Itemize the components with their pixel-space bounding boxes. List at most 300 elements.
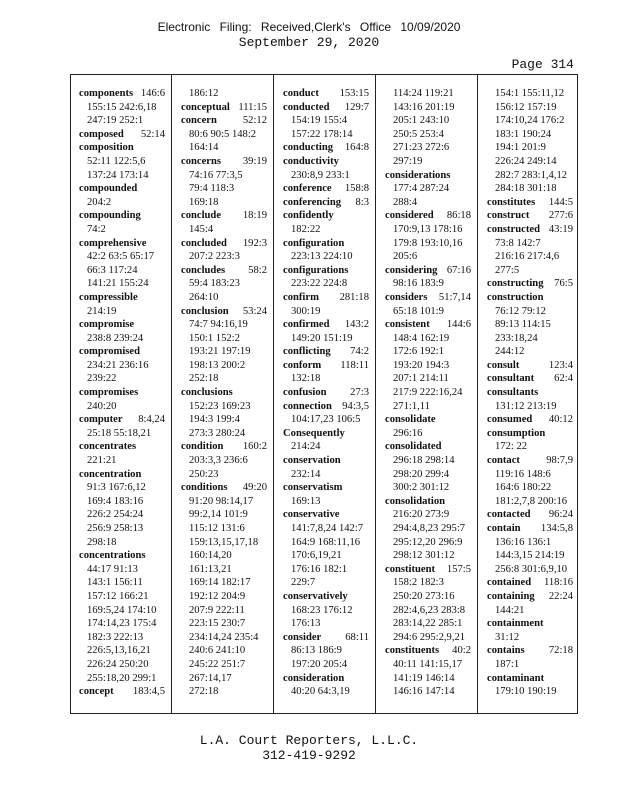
- index-term-word: contact: [487, 455, 520, 467]
- index-page-refs: 159:13,15,17,18: [189, 536, 259, 548]
- index-page-refs: 203:3,3 236:6: [189, 455, 248, 467]
- index-page-refs: 172:6 192:1: [393, 346, 444, 358]
- index-term-word: confirmed: [283, 319, 330, 331]
- index-term: [79, 291, 165, 305]
- index-term-word: concludes: [181, 264, 226, 276]
- index-page-refs: 240:20: [87, 400, 117, 412]
- index-term-word: Consequently: [283, 427, 345, 439]
- index-term-word: condition: [181, 441, 224, 453]
- index-term: [283, 318, 369, 332]
- index-page-refs: 223:15 230:7: [189, 618, 246, 630]
- index-term: [487, 413, 573, 427]
- index-term: [487, 223, 573, 237]
- index-term-word: conceptual: [181, 101, 230, 113]
- index-term-first-ref: 39:19: [242, 155, 267, 167]
- index-page-refs: 221:21: [87, 455, 117, 467]
- index-page-refs: 137:24 173:14: [87, 169, 149, 181]
- index-term: [283, 481, 369, 495]
- index-term-first-ref: 8:4,24: [138, 414, 165, 426]
- index-term: [385, 209, 471, 223]
- index-column-3: [283, 87, 369, 699]
- index-term-first-ref: 164:8: [344, 142, 369, 154]
- index-term-first-ref: 143:2: [344, 319, 369, 331]
- index-term-word: considerations: [385, 169, 451, 181]
- index-term: [79, 345, 165, 359]
- index-term-word: composition: [79, 142, 134, 154]
- index-term-first-ref: 153:15: [339, 88, 369, 99]
- index-term: [385, 169, 471, 183]
- index-term-first-ref: 52:12: [242, 115, 267, 127]
- index-term-word: compromise: [79, 319, 135, 331]
- index-term-word: consultants: [487, 387, 539, 399]
- index-term: [487, 196, 573, 210]
- index-page-refs: 146:16 147:14: [393, 686, 455, 698]
- index-term-first-ref: 22:24: [548, 590, 573, 602]
- index-term: [181, 155, 267, 169]
- index-page-refs: 174:14,23 175:4: [87, 618, 157, 630]
- index-page-refs: 205:1 243:10: [393, 115, 450, 127]
- index-page-refs: 59:4 183:23: [189, 278, 240, 290]
- index-term: [181, 237, 267, 251]
- index-term: [181, 481, 267, 495]
- index-term-word: computer: [79, 414, 123, 426]
- index-term-word: compromises: [79, 387, 139, 399]
- index-page-refs: 89:13 114:15: [495, 319, 551, 331]
- index-term-word: comprehensive: [79, 237, 147, 249]
- index-page-refs: 154:19 155:4: [291, 115, 348, 127]
- index-page-refs: 149:20 151:19: [291, 332, 353, 344]
- index-term: [385, 563, 471, 577]
- index-term-first-ref: 68:11: [345, 631, 369, 643]
- index-term-first-ref: 183:4,5: [132, 686, 165, 698]
- index-term: [283, 182, 369, 196]
- index-term-word: conservatively: [283, 590, 348, 602]
- index-page-refs: 230:8,9 233:1: [291, 169, 350, 181]
- index-term: [283, 672, 369, 686]
- index-page-refs: 154:1 155:11,12: [495, 88, 565, 99]
- index-page-refs: 284:18 301:18: [495, 183, 557, 195]
- index-page-refs: 170:6,19,21: [291, 550, 342, 562]
- index-term-word: conditions: [181, 482, 228, 494]
- index-term-word: conduct: [283, 88, 319, 99]
- index-term-word: concluded: [181, 237, 227, 249]
- index-term: [487, 359, 573, 373]
- index-term-first-ref: 160:2: [242, 441, 267, 453]
- index-term: [79, 468, 165, 482]
- index-page-refs: 160:14,20: [189, 550, 232, 562]
- index-page-refs: 214:19: [87, 305, 117, 317]
- index-term-first-ref: 86:18: [446, 210, 471, 222]
- index-page-refs: 150:1 152:2: [189, 332, 240, 344]
- index-page-refs: 300:19: [291, 305, 321, 317]
- index-page-refs: 132:18: [291, 373, 321, 385]
- index-term: [385, 644, 471, 658]
- index-page-refs: 234:14,24 235:4: [189, 631, 259, 643]
- index-term: [79, 182, 165, 196]
- index-term: [283, 359, 369, 373]
- index-page-refs: 282:4,6,23 283:8: [393, 604, 466, 616]
- index-term-word: consider: [283, 631, 322, 643]
- index-term: [283, 291, 369, 305]
- index-page-refs: 172: 22: [495, 441, 528, 453]
- page-number: Page 314: [511, 57, 574, 72]
- index-page-refs: 204:2: [87, 196, 112, 208]
- index-page-refs: 164:14: [189, 142, 219, 154]
- index-term: [79, 141, 165, 155]
- index-term: [385, 440, 471, 454]
- index-term: [181, 209, 267, 223]
- index-term-word: constitutes: [487, 196, 536, 208]
- index-page-refs: 296:16: [393, 427, 423, 439]
- index-term-first-ref: 157:5: [446, 563, 471, 575]
- index-page-refs: 294:6 295:2,9,21: [393, 631, 466, 643]
- reporter-company: L.A. Court Reporters, L.L.C.: [199, 733, 419, 748]
- index-page-refs: 52:11 122:5,6: [87, 155, 146, 167]
- index-page-refs: 226:2 254:24: [87, 509, 144, 521]
- index-term-word: consistent: [385, 319, 430, 331]
- index-page-refs: 157:12 166:21: [87, 590, 149, 602]
- index-page-refs: 198:13 200:2: [189, 359, 246, 371]
- index-page-refs: 91:3 167:6,12: [87, 482, 146, 494]
- index-term-first-ref: 40:2: [452, 645, 471, 657]
- index-term-word: conservation: [283, 455, 341, 467]
- index-term: [487, 277, 573, 291]
- index-page-refs: 283:14,22 285:1: [393, 618, 463, 630]
- index-column-2: [181, 87, 267, 699]
- index-term: [487, 386, 573, 400]
- index-term: [79, 549, 165, 563]
- index-page-refs: 169:5,24 174:10: [87, 604, 157, 616]
- index-page-refs: 169:18: [189, 196, 219, 208]
- index-term-first-ref: 58:2: [248, 264, 267, 276]
- index-page-refs: 223:22 224:8: [291, 278, 348, 290]
- index-term-word: concerns: [181, 155, 222, 167]
- index-page-refs: 226:24 250:20: [87, 658, 149, 670]
- index-term-word: containing: [487, 590, 535, 602]
- index-page-refs: 168:23 176:12: [291, 604, 353, 616]
- index-term-first-ref: 18:19: [242, 210, 267, 222]
- index-page-refs: 91:20 98:14,17: [189, 495, 254, 507]
- index-page-refs: 74:7 94:16,19: [189, 319, 248, 331]
- index-term: [487, 427, 573, 441]
- index-page-refs: 245:22 251:7: [189, 658, 246, 670]
- index-page-refs: 42:2 63:5 65:17: [87, 251, 155, 263]
- index-term-word: considers: [385, 291, 428, 303]
- index-term: [487, 576, 573, 590]
- index-term-word: conferencing: [283, 196, 342, 208]
- index-term-word: concept: [79, 686, 114, 698]
- index-page-refs: 183:1 190:24: [495, 128, 552, 140]
- index-term-first-ref: 8:3: [355, 196, 369, 208]
- index-term-word: construct: [487, 210, 530, 222]
- index-term-word: conservative: [283, 509, 340, 521]
- index-page-refs: 164:9 168:11,16: [291, 536, 361, 548]
- index-page-refs: 148:4 162:19: [393, 332, 450, 344]
- index-page-refs: 226:5,13,16,21: [87, 645, 151, 657]
- index-page-refs: 250:23: [189, 468, 219, 480]
- index-page-refs: 192:12 204:9: [189, 590, 246, 602]
- index-page-refs: 244:12: [495, 346, 525, 358]
- transcript-date: September 29, 2020: [238, 35, 380, 50]
- index-page-refs: 40:11 141:15,17: [393, 658, 463, 670]
- index-term-word: consultant: [487, 373, 535, 385]
- index-page-refs: 247:19 252:1: [87, 115, 144, 127]
- index-term-word: contains: [487, 645, 525, 657]
- index-term: [79, 128, 165, 142]
- index-term: [283, 87, 369, 101]
- index-term-first-ref: 72:18: [548, 645, 573, 657]
- index-term: [181, 440, 267, 454]
- index-page-refs: 158:2 182:3: [393, 577, 444, 589]
- index-page-refs: 155:15 242:6,18: [87, 101, 157, 113]
- reporter-phone: 312-419-9292: [262, 748, 356, 763]
- index-term-word: consult: [487, 359, 520, 371]
- index-page-refs: 25:18 55:18,21: [87, 427, 152, 439]
- index-page-refs: 252:18: [189, 373, 219, 385]
- index-term-first-ref: 158:8: [344, 183, 369, 195]
- index-term-first-ref: 192:3: [242, 237, 267, 249]
- index-page-refs: 272:18: [189, 686, 219, 698]
- index-page-refs: 169:14 182:17: [189, 577, 251, 589]
- index-term-first-ref: 134:5,8: [540, 523, 573, 534]
- index-page-refs: 255:18,20 299:1: [87, 672, 157, 684]
- index-term: [283, 631, 369, 645]
- index-page-refs: 223:13 224:10: [291, 251, 353, 263]
- index-term: [487, 644, 573, 658]
- footer: [0, 733, 618, 763]
- index-page-refs: 161:13,21: [189, 563, 232, 575]
- index-page-refs: 226:24 249:14: [495, 155, 557, 167]
- index-page-refs: 99:2,14 101:9: [189, 509, 248, 521]
- index-page-refs: 294:4,8,23 295:7: [393, 523, 466, 534]
- index-page-refs: 197:20 205:4: [291, 658, 348, 670]
- index-term-word: confidently: [283, 210, 334, 222]
- index-page-refs: 273:3 280:24: [189, 427, 246, 439]
- index-term-first-ref: 53:24: [242, 305, 267, 317]
- index-term-word: consumption: [487, 427, 546, 439]
- index-term: [283, 209, 369, 223]
- index-page-refs: 216:20 273:9: [393, 509, 450, 521]
- index-term: [283, 155, 369, 169]
- index-term: [283, 264, 369, 278]
- index-term-first-ref: 96:24: [548, 509, 573, 521]
- index-term-word: contaminant: [487, 672, 545, 684]
- index-term-word: conservatism: [283, 482, 343, 494]
- index-page-refs: 271:1,11: [393, 400, 430, 412]
- index-page-refs: 207:9 222:11: [189, 604, 245, 616]
- index-page-refs: 300:2 301:12: [393, 482, 450, 494]
- index-page-refs: 136:16 136:1: [495, 536, 552, 548]
- index-page-refs: 79:4 118:3: [189, 183, 235, 195]
- index-page-refs: 205:6: [393, 251, 418, 263]
- index-page-refs: 271:23 272:6: [393, 142, 450, 154]
- index-page-refs: 298:18: [87, 536, 117, 548]
- index-term: [385, 495, 471, 509]
- index-term-first-ref: 76:5: [554, 278, 573, 290]
- index-term-first-ref: 51:7,14: [438, 291, 471, 303]
- index-term-word: composed: [79, 128, 124, 140]
- index-term: [487, 291, 573, 305]
- index-page-refs: 44:17 91:13: [87, 563, 138, 575]
- index-page-refs: 176:16 182:1: [291, 563, 348, 575]
- index-page-refs: 152:23 169:23: [189, 400, 251, 412]
- index-term: [385, 318, 471, 332]
- index-page-refs: 73:8 142:7: [495, 237, 541, 249]
- index-term-word: connection: [283, 400, 332, 412]
- index-page-refs: 267:14,17: [189, 672, 232, 684]
- index-page-refs: 256:9 258:13: [87, 523, 144, 534]
- index-page-refs: 250:5 253:4: [393, 128, 444, 140]
- index-column-5: [487, 87, 573, 699]
- index-page-refs: 143:1 156:11: [87, 577, 143, 589]
- index-page-refs: 288:4: [393, 196, 418, 208]
- index-term-first-ref: 94:3,5: [342, 400, 369, 412]
- index-term-word: compressible: [79, 291, 138, 303]
- index-page-refs: 164:6 180:22: [495, 482, 552, 494]
- index-page-refs: 234:21 236:16: [87, 359, 149, 371]
- index-term: [283, 141, 369, 155]
- index-term: [79, 413, 165, 427]
- index-term: [283, 386, 369, 400]
- index-term-first-ref: 98:7,9: [546, 455, 573, 467]
- index-page-refs: 193:20 194:3: [393, 359, 450, 371]
- index-term-word: concentrates: [79, 441, 137, 453]
- index-term-first-ref: 129:7: [344, 101, 369, 113]
- index-term-first-ref: 144:5: [548, 196, 573, 208]
- index-page-refs: 131:12 213:19: [495, 400, 557, 412]
- index-term: [283, 101, 369, 115]
- index-term: [79, 237, 165, 251]
- index-page-refs: 193:21 197:19: [189, 346, 251, 358]
- filing-stamp: Electronic Filing: Received,Clerk's Office 10/09/2020: [157, 20, 461, 34]
- index-page-refs: 194:3 199:4: [189, 414, 240, 426]
- index-term-word: containment: [487, 618, 544, 630]
- index-page-refs: 296:18 298:14: [393, 455, 455, 467]
- index-term: [283, 196, 369, 210]
- index-page-refs: 157:22 178:14: [291, 128, 353, 140]
- index-page-refs: 217:9 222:16,24: [393, 387, 463, 399]
- index-term-word: concern: [181, 115, 217, 127]
- index-page-refs: 238:8 239:24: [87, 332, 144, 344]
- index-page-refs: 214:24: [291, 441, 321, 453]
- index-page-refs: 104:17,23 106:5: [291, 414, 361, 426]
- index-page-refs: 250:20 273:16: [393, 590, 455, 602]
- index-page-refs: 282:7 283:1,4,12: [495, 169, 568, 181]
- column-divider: [171, 75, 172, 713]
- index-page-refs: 31:12: [495, 631, 520, 643]
- index-term-first-ref: 49:20: [242, 482, 267, 494]
- index-term-word: constituents: [385, 645, 440, 657]
- index-term-first-ref: 27:3: [350, 387, 369, 399]
- index-term: [283, 454, 369, 468]
- index-page-refs: 145:4: [189, 223, 214, 235]
- index-term: [181, 101, 267, 115]
- index-term: [283, 345, 369, 359]
- index-term: [181, 305, 267, 319]
- index-term: [79, 386, 165, 400]
- index-term-word: consumed: [487, 414, 533, 426]
- index-page-refs: 174:10,24 176:2: [495, 115, 565, 127]
- index-term-word: constructed: [487, 223, 540, 235]
- index-page-refs: 115:12 131:6: [189, 523, 245, 534]
- index-term-word: components: [79, 88, 134, 99]
- index-term-word: concentration: [79, 468, 142, 480]
- index-page-refs: 98:16 183:9: [393, 278, 444, 290]
- index-page-refs: 169:13: [291, 495, 321, 507]
- index-term: [487, 590, 573, 604]
- index-term-first-ref: 43:19: [548, 223, 573, 235]
- index-term: [487, 454, 573, 468]
- column-divider: [375, 75, 376, 713]
- index-page-refs: 264:10: [189, 291, 219, 303]
- index-page-refs: 74:2: [87, 223, 106, 235]
- index-term: [283, 508, 369, 522]
- index-page-refs: 277:5: [495, 264, 520, 276]
- index-term-word: consolidate: [385, 414, 436, 426]
- index-term-word: conflicting: [283, 346, 331, 358]
- index-term-first-ref: 52:14: [140, 128, 165, 140]
- index-page-refs: 169:4 183:16: [87, 495, 144, 507]
- index-term: [79, 440, 165, 454]
- index-term: [283, 237, 369, 251]
- index-term-word: contacted: [487, 509, 531, 521]
- index-term: [385, 264, 471, 278]
- index-term-word: concentrations: [79, 550, 146, 562]
- index-term-word: considered: [385, 210, 434, 222]
- index-page-refs: 298:12 301:12: [393, 550, 455, 562]
- index-term-word: constructing: [487, 278, 544, 290]
- index-term-first-ref: 144:6: [446, 319, 471, 331]
- index-term-first-ref: 118:16: [543, 577, 573, 589]
- index-term-word: contain: [487, 523, 521, 534]
- index-page-refs: 86:13 186:9: [291, 645, 342, 657]
- index-term-word: consideration: [283, 672, 345, 684]
- index-page-refs: 216:16 217:4,6: [495, 251, 560, 263]
- index-term-word: configuration: [283, 237, 345, 249]
- index-page-refs: 119:16 148:6: [495, 468, 551, 480]
- index-term: [487, 209, 573, 223]
- index-page-refs: 156:12 157:19: [495, 101, 557, 113]
- index-term-word: conclude: [181, 210, 222, 222]
- index-term: [79, 685, 165, 699]
- index-term-first-ref: 146:6: [140, 88, 165, 99]
- index-term: [385, 291, 471, 305]
- index-page-refs: 239:22: [87, 373, 117, 385]
- index-page-refs: 76:12 79:12: [495, 305, 546, 317]
- index-term-word: construction: [487, 291, 544, 303]
- index-term-first-ref: 67:16: [446, 264, 471, 276]
- index-term: [487, 617, 573, 631]
- index-term-word: compounded: [79, 183, 138, 195]
- index-term-first-ref: 118:11: [340, 359, 369, 371]
- index-page-refs: 74:16 77:3,5: [189, 169, 243, 181]
- index-page-refs: 181:2,7,8 200:16: [495, 495, 568, 507]
- index-page-refs: 65:18 101:9: [393, 305, 444, 317]
- index-term-word: consolidated: [385, 441, 442, 453]
- index-term: [487, 522, 573, 536]
- index-term-first-ref: 62:4: [554, 373, 573, 385]
- index-page-refs: 144:3,15 214:19: [495, 550, 565, 562]
- index-column-1: [79, 87, 165, 699]
- index-page-refs: 295:12,20 296:9: [393, 536, 463, 548]
- index-term: [181, 114, 267, 128]
- index-page-refs: 141:19 146:14: [393, 672, 455, 684]
- index-term-word: configurations: [283, 264, 349, 276]
- index-term: [487, 372, 573, 386]
- index-page-refs: 194:1 201:9: [495, 142, 546, 154]
- index-page-refs: 186:12: [189, 88, 219, 99]
- index-page-refs: 182:3 222:13: [87, 631, 144, 643]
